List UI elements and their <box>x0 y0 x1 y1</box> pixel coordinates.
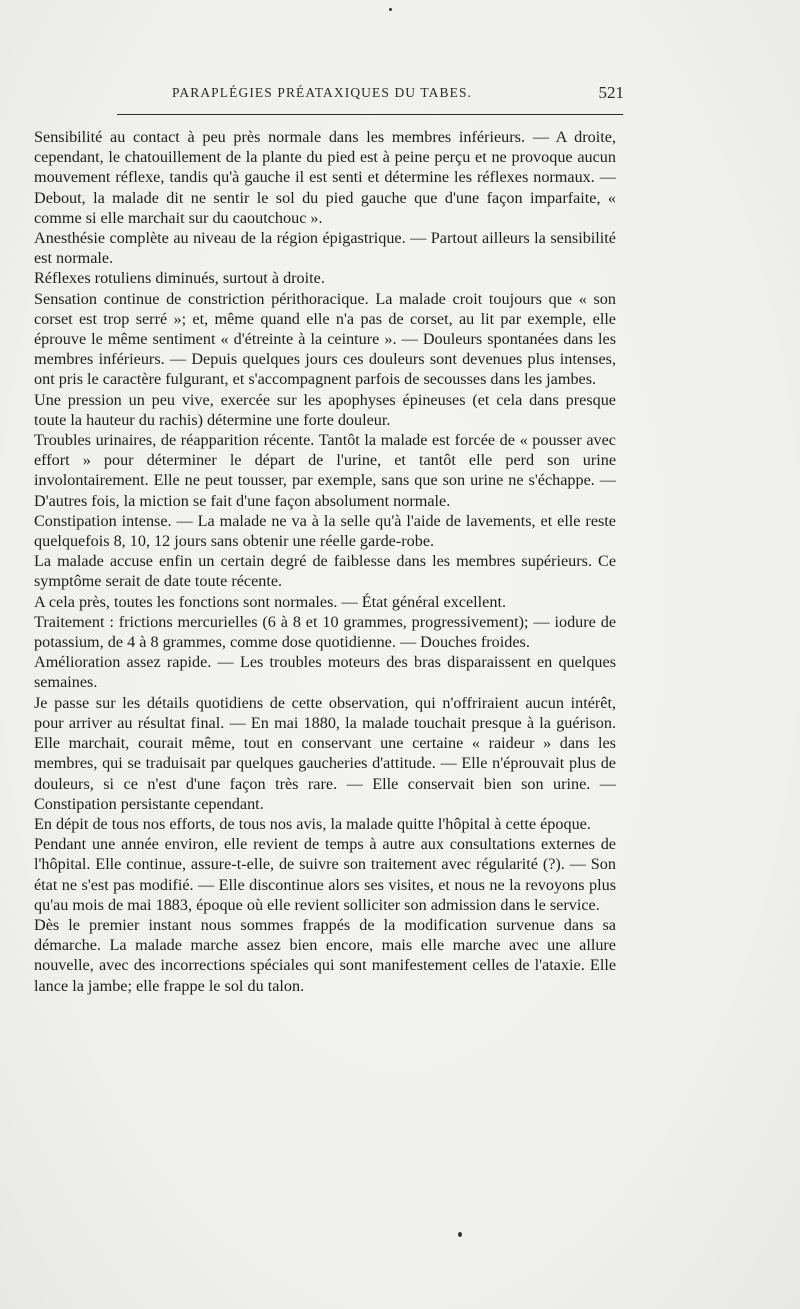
paragraph: La malade accuse enfin un certain degré de faiblesse dans les membres supérieurs. Ce symptôme serait de date toute récente. <box>34 552 616 591</box>
paragraph: Amélioration assez rapide. — Les troubles moteurs des bras disparaissent en quelques semaines. <box>34 653 616 692</box>
paragraph: En dépit de tous nos efforts, de tous nos avis, la malade quitte l'hôpital à cette époque. <box>34 814 591 833</box>
running-head: PARAPLÉGIES PRÉATAXIQUES DU TABES. <box>172 85 473 100</box>
body-text <box>34 127 616 996</box>
paragraph: Constipation intense. — La malade ne va à la selle qu'à l'aide de lavements, et elle reste quelquefois 8, 10, 12 jours sans obtenir une réelle garde-robe. <box>34 511 616 551</box>
paragraph: Anesthésie complète au niveau de la région épigastrique. — Partout ailleurs la sensibilité est normale. <box>34 229 616 268</box>
ink-speck <box>389 8 392 11</box>
paragraph: Troubles urinaires, de réapparition récente. Tantôt la malade est forcée de « pousser avec effort » pour déterminer le départ de l'urine, et tantôt elle perd son urine involontairement. Elle ne peut tousser, par exemple, sans que son urine ne s'échappe. — D'autres fois, la miction se fait d'une façon absolument normale. <box>34 431 616 510</box>
paragraph: Une pression un peu vive, exercée sur les apophyses épineuses (et cela dans presque toute la hauteur du rachis) détermine une forte douleur. <box>34 390 616 429</box>
paragraph: Traitement : frictions mercurielles (6 à 8 et 10 grammes, progressivement); — iodure de potassium, de 4 à 8 grammes, comme dose quotidienne. — Douches froides. <box>34 612 616 652</box>
page-number: 521 <box>598 83 624 102</box>
ink-speck <box>458 1232 462 1237</box>
paragraph: Pendant une année environ, elle revient de temps à autre aux consultations externes de l'hôpital. Elle continue, assure-t-elle, de suivre son traitement avec régularité (?). — Son état ne s'est pas modifié. — Elle discontinue alors ses visites, et nous ne la revoyons plus qu'au mois de mai 1883, époque où elle revient solliciter son admission dans le service. <box>34 835 616 914</box>
paragraph: Sensation continue de constriction périthoracique. La malade croit toujours que « son corset est trop serré »; et, même quand elle n'a pas de corset, au lit par exemple, elle éprouve le même sentiment « d'étreinte à la ceinture ». — Douleurs spontanées dans les membres inférieurs. — Depuis quelques jours ces douleurs sont devenues plus intenses, ont pris le caractère fulgurant, et s'accompagnent parfois de secousses dans les jambes. <box>34 289 616 389</box>
paragraph: Je passe sur les détails quotidiens de cette observation, qui n'offriraient aucun intérêt, pour arriver au résultat final. — En mai 1880, la malade touchait presque à la guérison. Elle marchait, courait même, tout en conservant une certaine « raideur » dans les membres, qui se traduisait par quelques gaucheries d'attitude. — Elle n'éprouvait plus de douleurs, si ce n'est d'une façon très rare. — Elle conservait bien son urine. — Constipation persistante cependant. <box>34 693 616 813</box>
paragraph: Dès le premier instant nous sommes frappés de la modification survenue dans sa démarche. La malade marche assez bien encore, mais elle marche avec une allure nouvelle, avec des incorrections spéciales qui sont manifestement celles de l'ataxie. Elle lance la jambe; elle frappe le sol du talon. <box>34 915 616 995</box>
page-header <box>172 85 624 107</box>
header-rule <box>117 114 623 115</box>
paragraph: Réflexes rotuliens diminués, surtout à droite. <box>34 269 325 288</box>
paragraph: A cela près, toutes les fonctions sont normales. — État général excellent. <box>34 592 506 611</box>
paragraph: Sensibilité au contact à peu près normale dans les membres inférieurs. — A droite, cependant, le chatouillement de la plante du pied est à peine perçu et ne provoque aucun mouvement réflexe, tandis qu'à gauche il est senti et détermine les réflexes normaux. — Debout, la malade dit ne sentir le sol du pied gauche que d'une façon imparfaite, « comme si elle marchait sur du caoutchouc ». <box>34 128 616 227</box>
